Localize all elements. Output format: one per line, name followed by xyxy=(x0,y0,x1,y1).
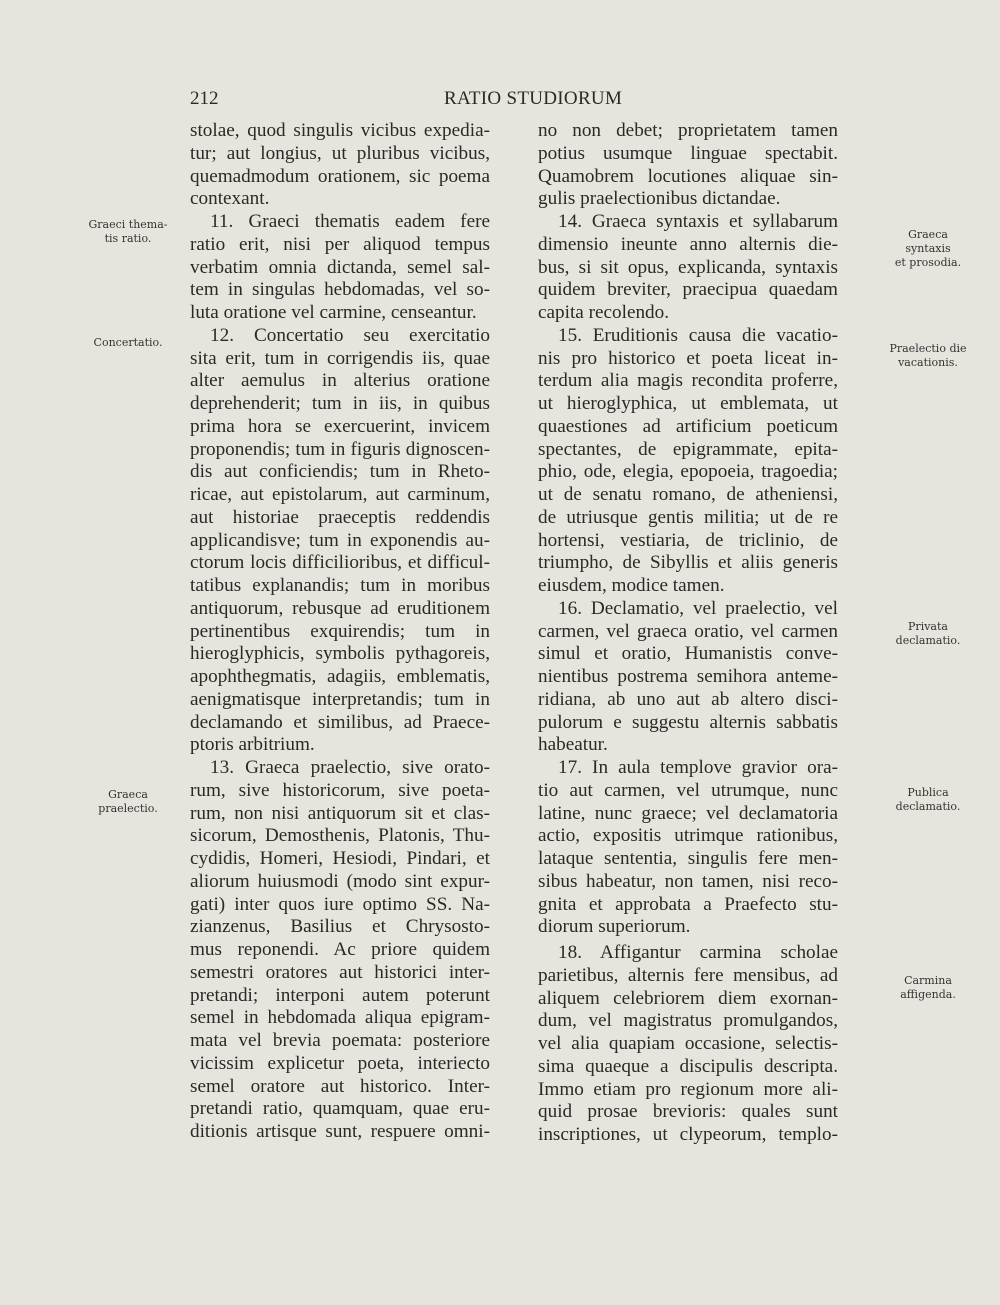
text-line: dis aut conficiendis; tum in Rheto- xyxy=(190,461,490,483)
text-line: vicissim explicetur poeta, interiecto xyxy=(190,1052,490,1074)
text-line: Immo etiam pro regionum more ali- xyxy=(538,1078,838,1100)
text-line: proponendis; tum in figuris dignoscen- xyxy=(190,438,490,460)
text-line: verbatim omnia dictanda, semel sal- xyxy=(190,256,490,278)
right-text-column xyxy=(538,120,838,1147)
text-line: alter aemulus in alterius oratione xyxy=(190,370,490,392)
text-line: 15. Eruditionis causa die vacatio- xyxy=(558,324,838,346)
text-line: lataque sententia, singulis fere men- xyxy=(538,848,838,869)
margin-note xyxy=(80,218,176,246)
text-line: nientibus postrema semihora anteme- xyxy=(538,666,838,687)
text-line: actio, expositis utrimque rationibus, xyxy=(538,825,838,847)
text-line: zianzenus, Basilius et Chrysosto- xyxy=(190,916,490,938)
left-text-column xyxy=(190,120,490,1144)
text-line: sicorum, Demosthenis, Platonis, Thu- xyxy=(190,825,490,847)
margin-note xyxy=(80,336,176,350)
text-line: semel oratore aut historico. Inter- xyxy=(190,1075,490,1097)
text-line: applicandisve; tum in exponendis au- xyxy=(190,529,490,551)
text-line: mus reponendi. Ac priore quidem xyxy=(190,939,490,960)
text-line: tatibus explanandis; tum in moribus xyxy=(190,575,490,596)
text-line: 18. Affigantur carmina scholae xyxy=(558,942,838,963)
text-line: Quamobrem locutiones aliquae sin- xyxy=(538,165,838,187)
text-line: quid prosae brevioris: quales sunt xyxy=(538,1101,838,1123)
margin-note xyxy=(880,786,976,814)
text-line: deprehenderit; tum in iis, in quibus xyxy=(190,393,490,414)
text-line: luta oratione vel carmine, censeantur. xyxy=(190,302,477,323)
text-line: 11. Graeci thematis eadem fere xyxy=(210,211,490,232)
text-line: 16. Declamatio, vel praelectio, vel xyxy=(558,597,838,619)
text-line: ridiana, ab uno aut ab altero disci- xyxy=(538,688,838,710)
text-line: terdum alia magis recondita proferre, xyxy=(538,370,838,392)
text-line: tio aut carmen, vel utrumque, nunc xyxy=(538,779,838,801)
text-line: tem in singulas hebdomadas, vel so- xyxy=(190,279,490,301)
text-line: hortensi, vestiaria, de triclinio, de xyxy=(538,529,838,551)
text-line: simul et oratio, Humanistis conve- xyxy=(538,643,838,665)
running-title: RATIO STUDIORUM xyxy=(444,88,623,109)
text-line: vel alia quapiam occasione, selectis- xyxy=(538,1033,838,1054)
text-line: sibus habeatur, non tamen, nisi reco- xyxy=(538,870,838,892)
text-line: ditionis artisque sunt, respuere omni- xyxy=(190,1121,490,1142)
margin-note-line: tis ratio. xyxy=(104,232,152,245)
text-line: sima quaeque a discipulis descripta. xyxy=(538,1055,838,1077)
text-line: nis pro historico et poeta liceat in- xyxy=(538,347,838,369)
text-line: semestri oratores aut historici inter- xyxy=(190,961,490,983)
margin-note-line: Carmina xyxy=(904,974,952,987)
text-line: dum, vel magistratus promulgandos, xyxy=(538,1010,838,1032)
text-line: aenigmatisque interpretandis; tum in xyxy=(190,688,490,710)
text-line: gnita et approbata a Praefecto stu- xyxy=(538,893,838,915)
margin-note-line: syntaxis xyxy=(905,242,951,255)
text-line: mata vel brevia poemata: posteriore xyxy=(190,1030,490,1051)
margin-note-line: et prosodia. xyxy=(894,256,962,269)
text-line: quemadmodum orationem, sic poema xyxy=(190,165,490,187)
margin-note-line: declamatio. xyxy=(895,800,961,813)
margin-note-line: Privata xyxy=(908,620,948,633)
margin-note xyxy=(880,620,976,648)
margin-note-line: declamatio. xyxy=(895,634,961,647)
text-line: gati) inter quos iure optimo SS. Na- xyxy=(190,893,490,915)
margin-note-line: Concertatio. xyxy=(93,336,163,349)
text-line: aliquem celebriorem diem exornan- xyxy=(538,987,838,1009)
text-line: pretandi ratio, quamquam, quae eru- xyxy=(190,1098,490,1120)
text-line: declamando et similibus, ad Praece- xyxy=(190,711,490,733)
text-line: contexant. xyxy=(190,188,270,210)
text-line: habeatur. xyxy=(538,734,608,756)
text-line: pertinentibus exquirendis; tum in xyxy=(190,620,490,642)
text-line: spectantes, de epigrammate, epita- xyxy=(538,438,838,460)
margin-note xyxy=(880,342,976,370)
text-line: dimensio ineunte anno alternis die- xyxy=(538,233,838,255)
text-line: prima hora se exercuerint, invicem xyxy=(190,415,490,437)
text-line: diorum superiorum. xyxy=(538,916,691,938)
margin-note xyxy=(80,788,176,816)
text-line: stolae, quod singulis vicibus expedia- xyxy=(190,120,490,141)
text-line: hieroglyphicis, symbolis pythagoreis, xyxy=(190,643,490,665)
text-line: aliorum huiusmodi (modo sint expur- xyxy=(190,870,490,892)
margin-note-line: vacationis. xyxy=(898,356,958,369)
text-line: 13. Graeca praelectio, sive orato- xyxy=(210,757,490,778)
margin-note-line: Publica xyxy=(907,786,949,799)
text-line: inscriptiones, ut clypeorum, templo- xyxy=(538,1124,838,1145)
text-line: cydidis, Homeri, Hesiodi, Pindari, et xyxy=(190,848,490,869)
text-line: capita recolendo. xyxy=(538,302,670,323)
margin-note-line: Graeca xyxy=(108,788,148,801)
page-number: 212 xyxy=(190,88,219,109)
text-line: ut hieroglyphica, ut emblemata, ut xyxy=(538,393,838,414)
text-line: quidem breviter, praecipua quaedam xyxy=(538,279,838,301)
text-line: ut de senatu romano, de atheniensi, xyxy=(538,484,838,505)
margin-note xyxy=(880,228,976,270)
text-line: latine, nunc graece; vel declamatoria xyxy=(538,802,838,824)
text-line: antiquorum, rebusque ad eruditionem xyxy=(190,597,490,619)
text-line: rum, sive historicorum, sive poeta- xyxy=(190,779,490,801)
margin-note-line: affigenda. xyxy=(900,988,956,1001)
text-line: semel in hebdomada aliqua epigram- xyxy=(190,1007,490,1029)
text-line: ptoris arbitrium. xyxy=(190,734,315,756)
margin-note-line: praelectio. xyxy=(98,802,158,815)
running-header xyxy=(190,88,880,116)
text-line: potius usumque linguae spectabit. xyxy=(538,142,838,164)
margin-note-line: Graeci thema- xyxy=(88,218,168,231)
text-line: gulis praelectionibus dictandae. xyxy=(538,188,781,210)
text-line: rum, non nisi antiquorum sit et clas- xyxy=(190,802,490,824)
text-line: 17. In aula templove gravior ora- xyxy=(558,757,838,778)
text-line: 14. Graeca syntaxis et syllabarum xyxy=(558,211,838,232)
margin-note xyxy=(880,974,976,1002)
text-line: parietibus, alternis fere mensibus, ad xyxy=(538,964,838,986)
text-line: sita erit, tum in corrigendis iis, quae xyxy=(190,347,490,369)
text-line: no non debet; proprietatem tamen xyxy=(538,120,838,141)
text-line: pretandi; interponi autem poterunt xyxy=(190,984,490,1006)
text-line: bus, si sit opus, explicanda, syntaxis xyxy=(538,256,838,278)
text-line: ratio erit, nisi per aliquod tempus xyxy=(190,233,490,255)
text-line: phio, ode, elegia, epopoeia, tragoedia; xyxy=(538,461,838,483)
text-line: aut historiae praeceptis reddendis xyxy=(190,506,490,528)
text-line: 12. Concertatio seu exercitatio xyxy=(210,324,490,346)
text-line: eiusdem, modice tamen. xyxy=(538,575,725,596)
text-line: quaestiones ad artificium poeticum xyxy=(538,415,838,437)
text-line: pulorum e suggestu alternis sabbatis xyxy=(538,711,838,733)
text-line: carmen, vel graeca oratio, vel carmen xyxy=(538,620,838,642)
text-line: apophthegmatis, adagiis, emblematis, xyxy=(190,666,490,687)
text-line: de utriusque gentis militia; ut de re xyxy=(538,506,838,528)
text-line: ricae, aut epistolarum, aut carminum, xyxy=(190,484,490,505)
margin-note-line: Praelectio die xyxy=(889,342,967,355)
margin-note-line: Graeca xyxy=(908,228,948,241)
text-line: triumpho, de Sibyllis et aliis generis xyxy=(538,552,838,574)
text-line: ctorum locis difficilioribus, et difficul- xyxy=(190,552,490,574)
text-line: tur; aut longius, ut pluribus vicibus, xyxy=(190,142,490,164)
